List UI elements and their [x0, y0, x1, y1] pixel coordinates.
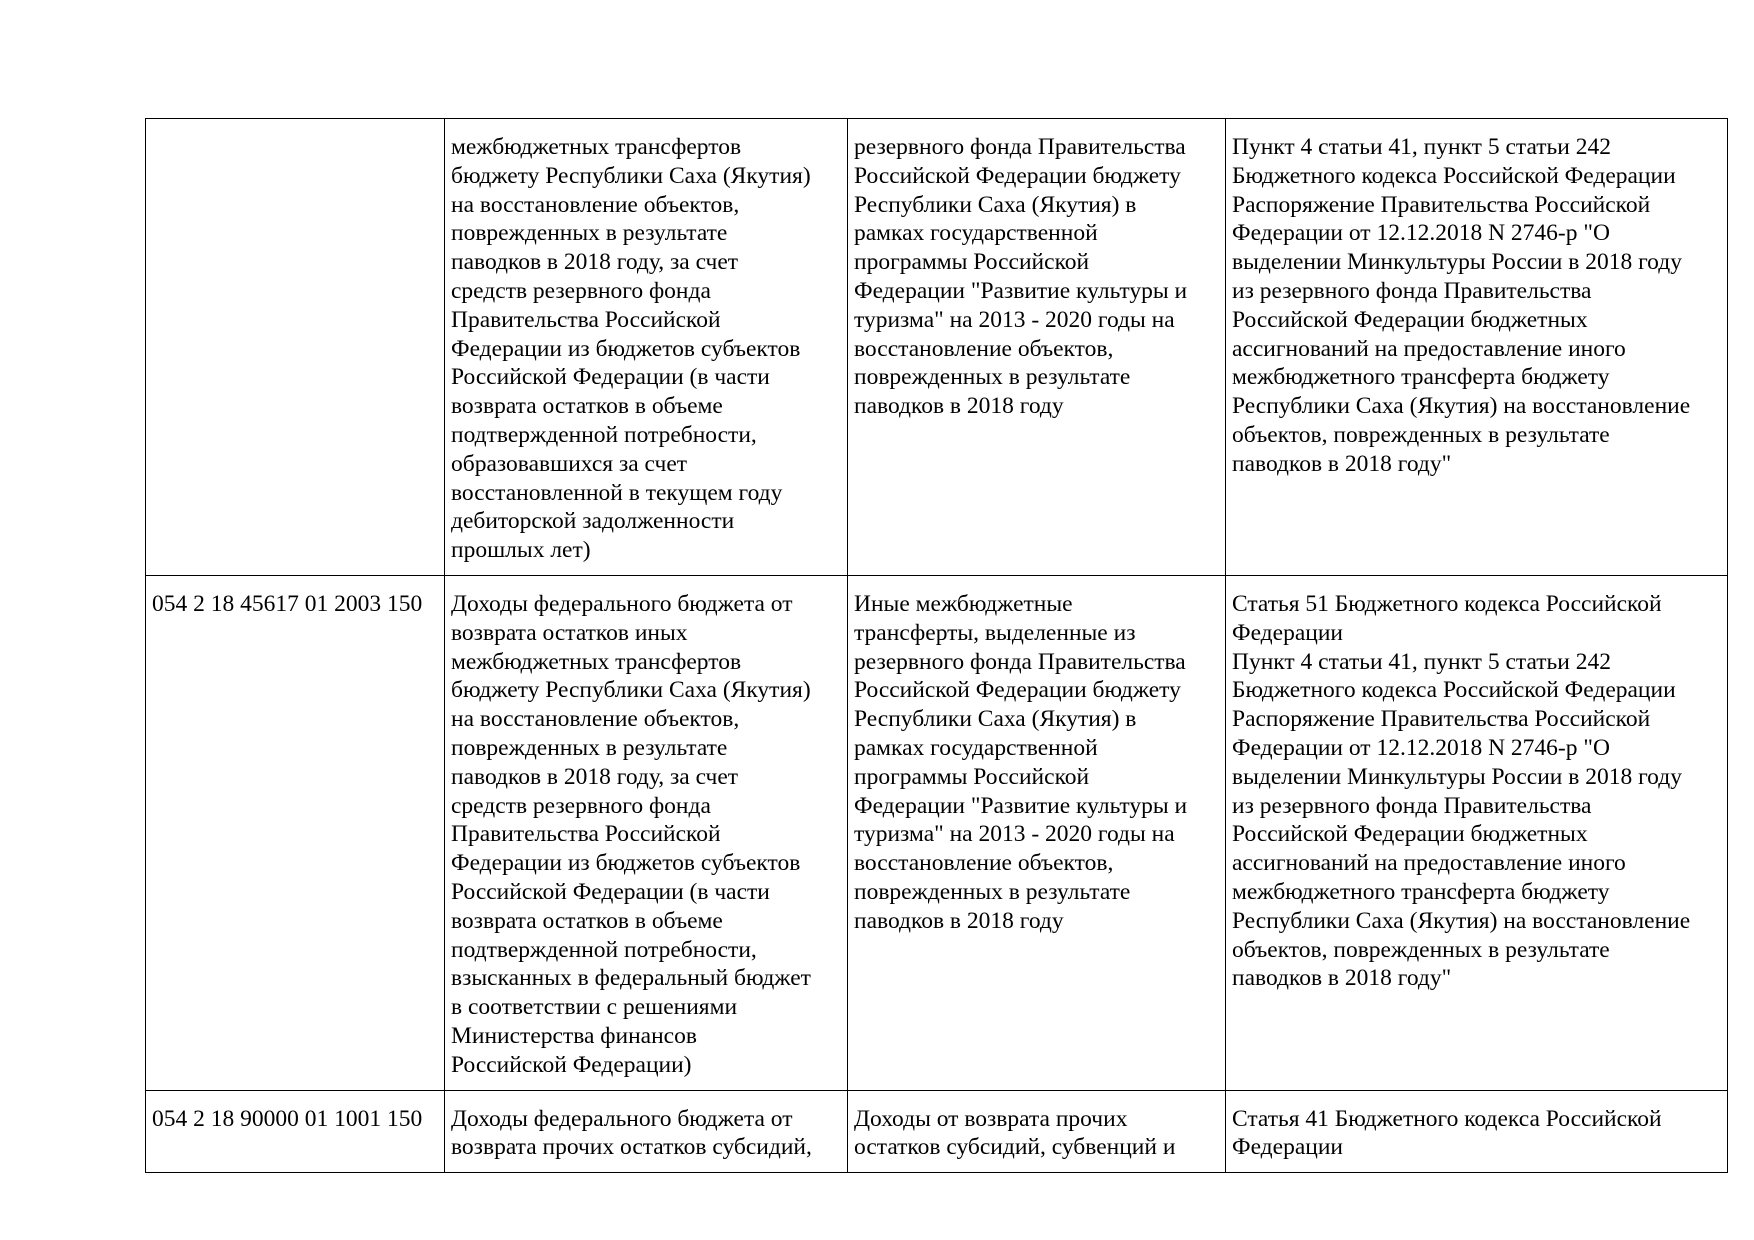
table-row: [146, 1090, 1728, 1173]
income-text: Доходы федерального бюджета от возврата остатков иных межбюджетных трансфертов бюджету Республики Саха (Якутия) на восстановление объектов, поврежденных в результате паводков в 2018 году, за счет средств резервного фонда Правительства Российской Федерации из бюджетов субъектов Российской Федерации (в части возврата остатков в объеме подтвержденной потребности, взысканных в федеральный бюджет в соответствии с решениями Министерства финансов Российской Федерации): [451, 590, 811, 1078]
legal-basis-cell: [1226, 119, 1728, 576]
code-text: 054 2 18 45617 01 2003 150: [152, 590, 423, 617]
legal-basis-cell: [1226, 1090, 1728, 1173]
legal-basis-text: Пункт 4 статьи 41, пункт 5 статьи 242 Бюджетного кодекса Российской Федерации Распоряжение Правительства Российской Федерации от 12.12.2018 N 2746-р "О выделении Минкультуры России в 2018 году из резервного фонда Правительства Российской Федерации бюджетных ассигнований на предоставление иного межбюджетного трансферта бюджету Республики Саха (Якутия) на восстановление объектов, поврежденных в результате паводков в 2018 году": [1232, 134, 1691, 477]
income-text: межбюджетных трансфертов бюджету Республики Саха (Якутия) на восстановление объектов, поврежденных в результате паводков в 2018 году, за счет средств резервного фонда Правительства Российской Федерации из бюджетов субъектов Российской Федерации (в части возврата остатков в объеме подтвержденной потребности, образовавшихся за счет восстановленной в текущем году дебиторской задолженности прошлых лет): [451, 134, 811, 564]
code-cell: [146, 1090, 445, 1173]
budget-classification-table: [145, 118, 1728, 1173]
transfer-cell: [848, 119, 1226, 576]
transfer-cell: [848, 575, 1226, 1090]
transfer-text: резервного фонда Правительства Российской Федерации бюджету Республики Саха (Якутия) в рамках государственной программы Российской Федерации "Развитие культуры и туризма" на 2013 - 2020 годы на восстановление объектов, поврежденных в результате паводков в 2018 году: [854, 134, 1188, 420]
transfer-text: Доходы от возврата прочих остатков субсидий, субвенций и: [854, 1105, 1176, 1161]
table-row: [146, 575, 1728, 1090]
income-text: Доходы федерального бюджета от возврата прочих остатков субсидий,: [451, 1105, 812, 1161]
code-cell: [146, 575, 445, 1090]
transfer-cell: [848, 1090, 1226, 1173]
transfer-text: Иные межбюджетные трансферты, выделенные из резервного фонда Правительства Российской Федерации бюджету Республики Саха (Якутия) в рамках государственной программы Российской Федерации "Развитие культуры и туризма" на 2013 - 2020 годы на восстановление объектов, поврежденных в результате паводков в 2018 году: [854, 590, 1188, 934]
code-text: 054 2 18 90000 01 1001 150: [152, 1105, 423, 1132]
table-row: [146, 119, 1728, 576]
code-cell: [146, 119, 445, 576]
income-cell: [445, 1090, 848, 1173]
income-cell: [445, 575, 848, 1090]
legal-basis-cell: [1226, 575, 1728, 1090]
legal-basis-text: Статья 41 Бюджетного кодекса Российской Федерации: [1232, 1105, 1662, 1161]
income-cell: [445, 119, 848, 576]
legal-basis-text: Статья 51 Бюджетного кодекса Российской Федерации Пункт 4 статьи 41, пункт 5 статьи 242 Бюджетного кодекса Российской Федерации Распоряжение Правительства Российской Федерации от 12.12.2018 N 2746-р "О выделении Минкультуры России в 2018 году из резервного фонда Правительства Российской Федерации бюджетных ассигнований на предоставление иного межбюджетного трансферта бюджету Республики Саха (Якутия) на восстановление объектов, поврежденных в результате паводков в 2018 году": [1232, 590, 1691, 992]
